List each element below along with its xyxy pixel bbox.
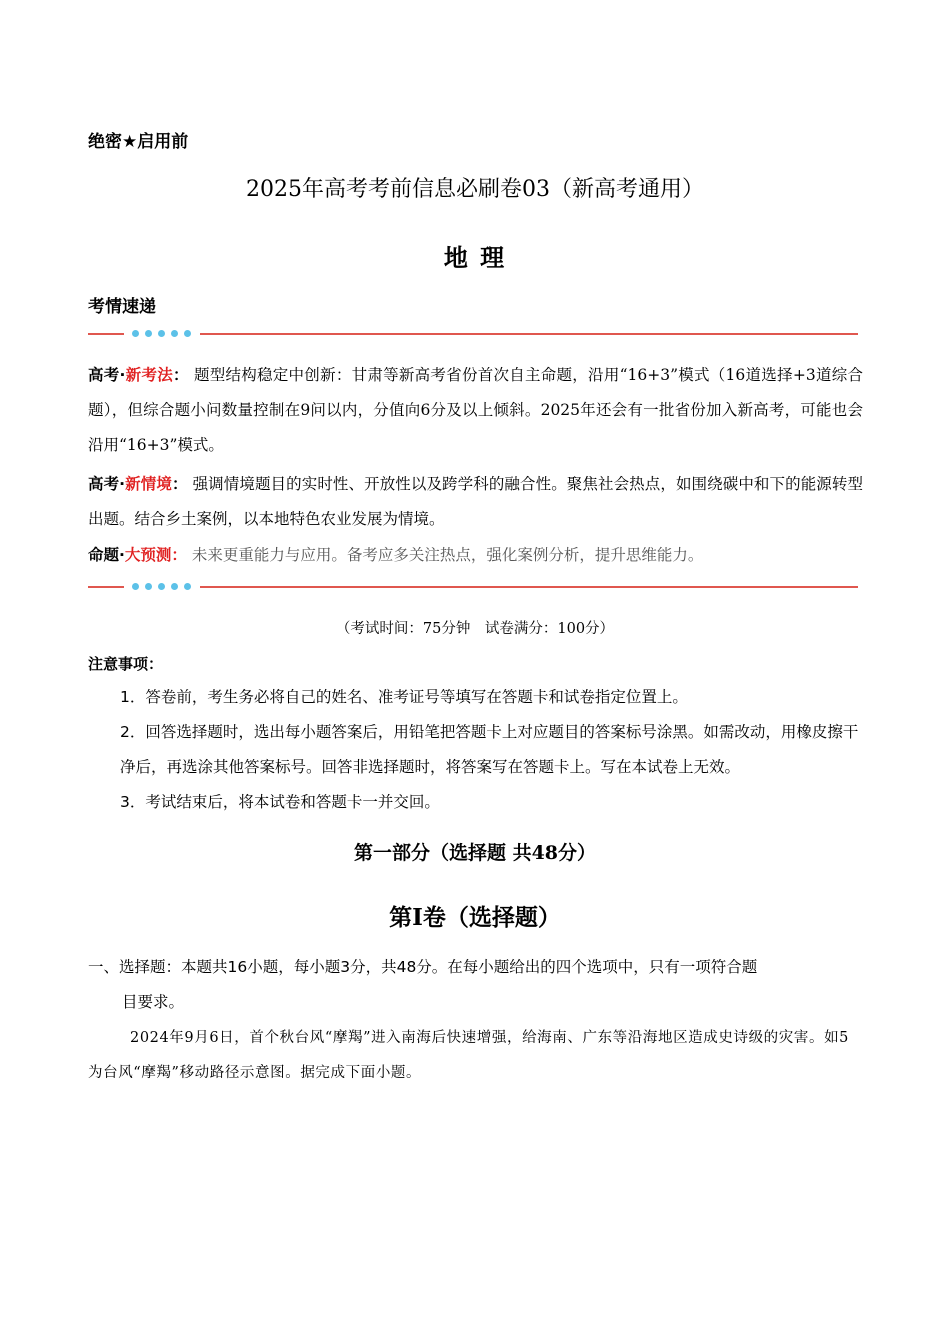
notice-item: 2．回答选择题时，选出每小题答案后，用铅笔把答题卡上对应题目的答案标号涂黑。如需改动，用橡皮擦干净后，再选涂其他答案标号。回答非选择题时，将答案写在答题卡上。写在本试卷上无效。 <box>120 723 859 776</box>
bottom-divider <box>88 581 858 593</box>
brief-item-prefix: 高考· <box>88 475 126 493</box>
brief-item-key: 新考法 <box>125 366 173 384</box>
notice-list <box>88 680 863 820</box>
top-divider <box>88 328 858 340</box>
subject-title: 地 理 <box>443 244 507 272</box>
brief-item-key: 大预测 <box>124 546 172 564</box>
section-one-heading-line1: 一、选择题：本题共16小题，每小题3分，共48分。在每小题给出的四个选项中，只有一项符合题 <box>88 958 758 976</box>
volume-title: 第Ⅰ卷（选择题） <box>389 904 561 931</box>
section-one-heading <box>88 950 863 1020</box>
brief-item-new-method: 高考·新考法： 题型结构稳定中创新：甘肃等新高考省份首次自主命题，沿用“16+3”模式（16道选择+3道综合题），但综合题小问数量控制在9问以内，分值向6分及以上倾斜。2025年还会有一批省份加入新高考，可能也会沿用“16+3”模式。 <box>88 366 863 454</box>
brief-item-text: 题型结构稳定中创新：甘肃等新高考省份首次自主命题，沿用“16+3”模式（16道选择+3道综合题），但综合题小问数量控制在9问以内，分值向6分及以上倾斜。2025年还会有一批省份加入新高考，可能也会沿用“16+3”模式。 <box>88 366 863 454</box>
notice-item: 1．答卷前，考生务必将自己的姓名、准考证号等填写在答题卡和试卷指定位置上。 <box>120 688 688 706</box>
brief-item-text: 强调情境题目的实时性、开放性以及跨学科的融合性。聚焦社会热点，如围绕碳中和下的能源转型出题。结合乡土案例，以本地特色农业发展为情境。 <box>88 475 863 528</box>
brief-item-prefix: 高考· <box>88 366 126 384</box>
brief-item-prediction: 命题·大预测： 未来更重能力与应用。备考应多关注热点，强化案例分析，提升思维能力。 <box>88 546 704 564</box>
section-one-heading-line2: 目要求。 <box>122 993 185 1011</box>
brief-item-key: 新情境 <box>125 475 172 493</box>
confidential-label: 绝密★启用前 <box>88 132 189 152</box>
part-title: 第一部分（选择题 共48分） <box>353 842 597 864</box>
exam-time-score: （考试时间：75分钟 试卷满分：100分） <box>335 621 615 637</box>
notice-item: 3．考试结束后，将本试卷和答题卡一并交回。 <box>120 793 440 811</box>
exam-title: 2025年高考考前信息必刷卷03（新高考通用） <box>246 177 704 202</box>
exam-brief-heading: 考情速递 <box>88 297 156 317</box>
brief-item-prefix: 命题· <box>88 546 125 564</box>
question-stem: 2024年9月6日，首个秋台风“摩羯”进入南海后快速增强，给海南、广东等沿海地区造成史诗级的灾害。如5为台风“摩羯”移动路径示意图。据完成下面小题。 <box>88 1030 849 1081</box>
brief-item-text: 未来更重能力与应用。备考应多关注热点，强化案例分析，提升思维能力。 <box>191 546 704 564</box>
brief-item-new-context: 高考·新情境： 强调情境题目的实时性、开放性以及跨学科的融合性。聚焦社会热点，如围绕碳中和下的能源转型出题。结合乡土案例，以本地特色农业发展为情境。 <box>88 475 863 528</box>
notice-heading: 注意事项： <box>88 655 164 673</box>
